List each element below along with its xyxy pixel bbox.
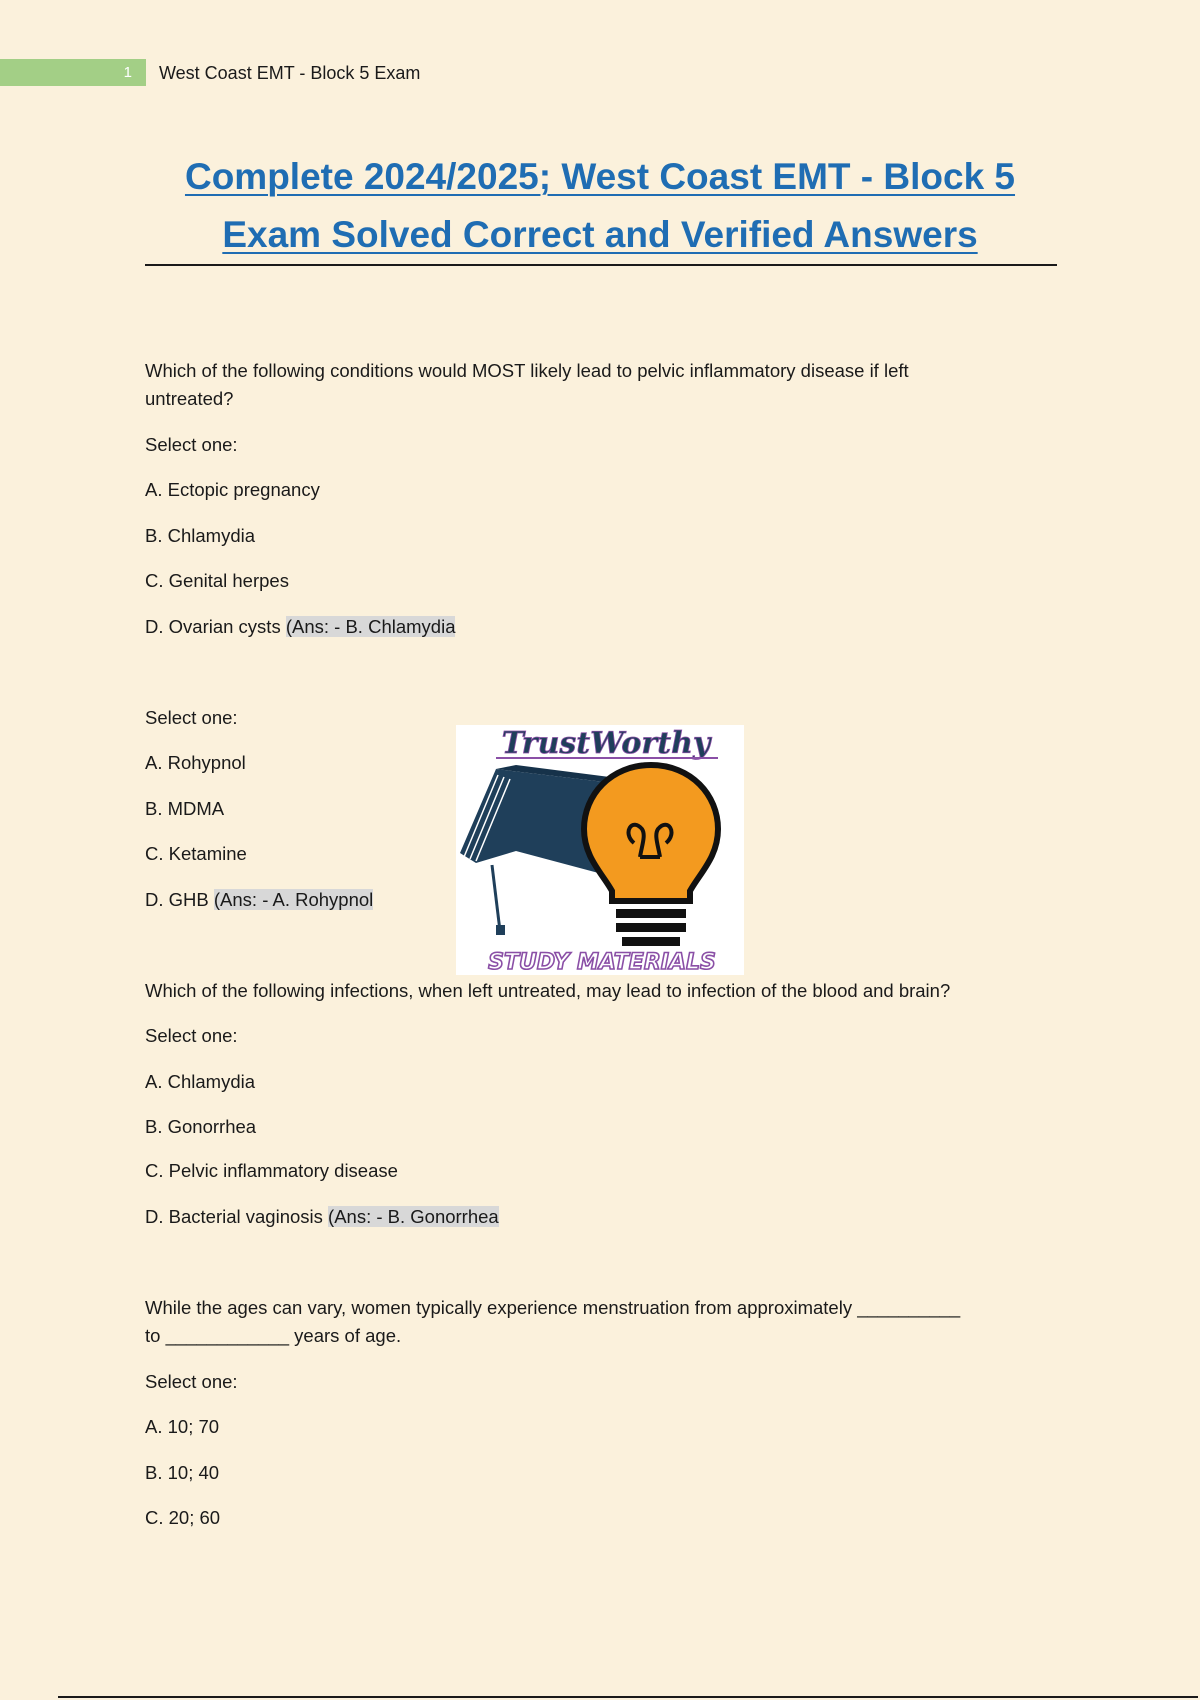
option-text: D. Ovarian cysts (145, 616, 286, 637)
question-4-prompt: Select one: (145, 1371, 238, 1392)
logo-top-text: TrustWorthy (501, 726, 711, 761)
question-3-stem-line-1: Which of the following infections, when left untreated, may lead to infection of the blood and brain? (145, 980, 951, 1001)
answer-highlight: (Ans: - A. Rohypnol (213, 889, 374, 910)
lightbulb-icon (584, 765, 718, 946)
page-bottom-divider (58, 1696, 1198, 1698)
document-title-line-1: Complete 2024/2025; West Coast EMT - Block 5 (184, 156, 1016, 197)
question-1-option-c: C. Genital herpes (145, 570, 289, 591)
header-title: West Coast EMT - Block 5 Exam (159, 63, 421, 83)
question-2-option-c: C. Ketamine (145, 843, 247, 864)
question-3-option-d (145, 1203, 499, 1231)
question-2-option-d (145, 886, 373, 914)
answer-highlight: (Ans: - B. Chlamydia (285, 616, 456, 637)
title-divider (145, 264, 1057, 266)
question-1-stem-line-1: Which of the following conditions would MOST likely lead to pelvic inflammatory disease if left (145, 360, 909, 381)
question-4-stem-line-2: to ____________ years of age. (145, 1325, 402, 1346)
option-text: D. GHB (145, 889, 214, 910)
question-2-prompt: Select one: (145, 707, 238, 728)
question-4-option-c: C. 20; 60 (145, 1507, 221, 1528)
question-4-stem-line-1: While the ages can vary, women typically experience menstruation from approximately __________ (145, 1297, 961, 1318)
question-3-prompt: Select one: (145, 1025, 238, 1046)
trustworthy-logo (456, 725, 744, 975)
question-2-option-b: B. MDMA (145, 798, 225, 819)
logo-graphic (456, 725, 744, 975)
question-3-option-a: A. Chlamydia (145, 1071, 256, 1092)
question-3-option-b: B. Gonorrhea (145, 1116, 257, 1137)
question-1-option-d (145, 613, 455, 641)
question-1-option-b: B. Chlamydia (145, 525, 256, 546)
document-title-line-2: Exam Solved Correct and Verified Answers (222, 214, 978, 255)
question-1-option-a: A. Ectopic pregnancy (145, 479, 320, 500)
answer-highlight: (Ans: - B. Gonorrhea (328, 1206, 499, 1227)
question-4-option-a: A. 10; 70 (145, 1416, 220, 1437)
question-2-option-a: A. Rohypnol (145, 752, 246, 773)
page-number-tab: 1 (0, 59, 146, 86)
question-1-stem-line-2: untreated? (145, 388, 234, 409)
logo-bottom-text: STUDY MATERIALS (488, 950, 716, 975)
option-text: D. Bacterial vaginosis (145, 1206, 329, 1227)
question-1-prompt: Select one: (145, 434, 238, 455)
question-4-option-b: B. 10; 40 (145, 1462, 220, 1483)
document-title (145, 148, 1055, 264)
question-3-option-c: C. Pelvic inflammatory disease (145, 1160, 398, 1181)
